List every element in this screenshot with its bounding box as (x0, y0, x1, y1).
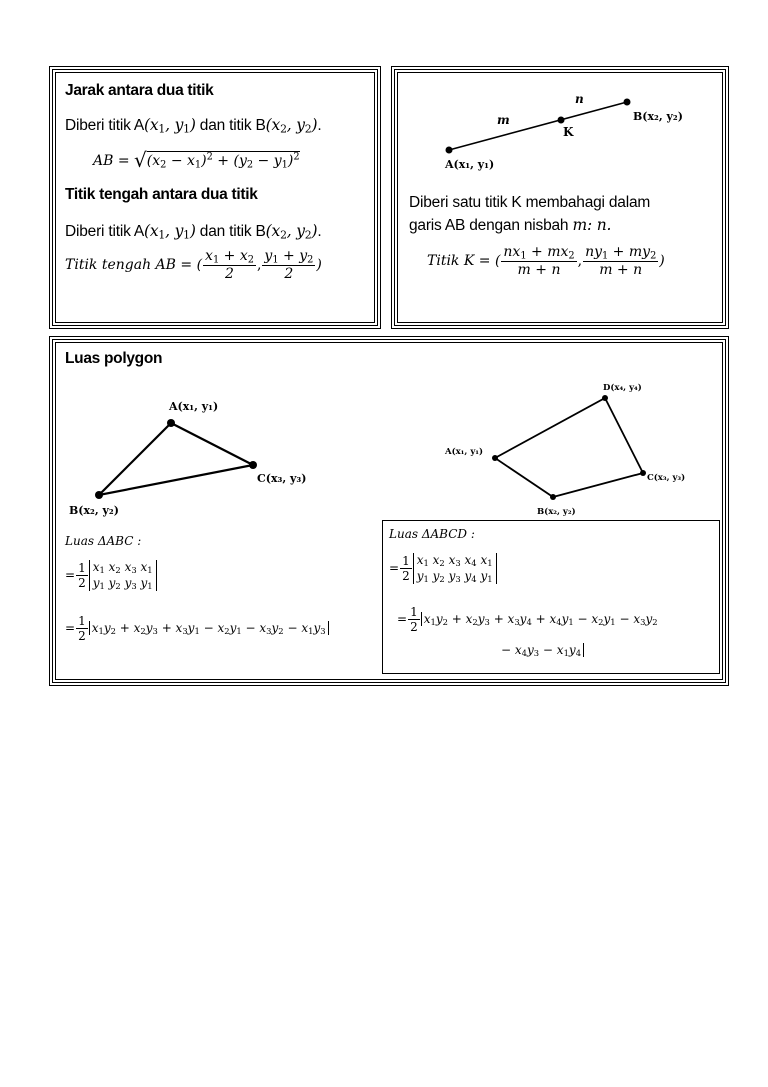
label-b: B(x₂, y₂) (633, 110, 683, 123)
triangle-label-b: B(x₂, y₂) (69, 504, 119, 517)
division-text-line1: Diberi satu titik K membahagi dalam (409, 194, 651, 211)
triangle-area-label: Luas ΔABC : (65, 534, 142, 548)
triangle-point-c (249, 461, 257, 469)
quad-expanded-formula-cont: − $x_4y_3 - x_1y_4$ (501, 643, 584, 658)
quad-label-c: C(x₃, y₃) (647, 473, 686, 483)
label-k: K (563, 125, 574, 139)
label-n: n (575, 92, 584, 106)
triangle-point-a (167, 419, 175, 427)
division-text-line2: garis AB dengan nisbah m: n. (409, 216, 612, 234)
distance-formula: AB = $√(x_2 - x_1)^2 + (y_2 - y_1)^2$ (93, 148, 300, 172)
point-b (624, 99, 631, 106)
midpoint-heading: Titik tengah antara dua titik (65, 186, 258, 203)
quad-abcd (495, 398, 643, 497)
point-k (558, 117, 565, 124)
distance-given-text: Diberi titik $A(x_1$, $y_1$) dan titik $B(x_2$, $y_2$). (65, 116, 322, 136)
quad-area-label: Luas ΔABCD : (389, 527, 475, 541)
quad-label-b: B(x₂, y₂) (537, 507, 576, 517)
distance-midpoint-panel (49, 66, 381, 329)
division-diagram (395, 70, 725, 180)
quad-label-a: A(x₁, y₁) (445, 447, 484, 457)
triangle-label-c: C(x₃, y₃) (257, 472, 307, 485)
division-panel (391, 66, 729, 329)
quad-point-a (492, 455, 498, 461)
quad-area-box (382, 520, 720, 674)
quad-expanded-formula: = $\frac{1}{2}$ $x_1y_2 + x_2y_3 + x_3y_4 + x_4y_1 - x_2y_1 - x_3y_2$ (397, 605, 658, 634)
triangle-point-b (95, 491, 103, 499)
triangle-matrix-formula: = $\frac{1}{2}$ $x_1$ $x_2$ $x_3$ $x_1$ $y_1$ $y_2$ $y_3$ $y_1$ (65, 560, 157, 591)
polygon-heading: Luas polygon (65, 350, 163, 367)
polygon-panel (49, 336, 729, 686)
segment-ab (449, 102, 627, 150)
label-m: m (497, 113, 510, 127)
triangle-expanded-formula: = $\frac{1}{2}$ $x_1y_2 + x_2y_3 + x_3y_1 - x_2y_1 - x_3y_2 - x_1y_3$ (65, 614, 329, 643)
distance-heading: Jarak antara dua titik (65, 82, 214, 99)
triangle-label-a: A(x₁, y₁) (169, 400, 219, 413)
quad-matrix-formula: = $\frac{1}{2}$ $x_1$ $x_2$ $x_3$ $x_4$ $x_1$ $y_1$ $y_2$ $y_3$ $y_4$ $y_1$ (389, 553, 497, 584)
triangle-abc (99, 423, 253, 495)
quad-point-c (640, 470, 646, 476)
quad-point-b (550, 494, 556, 500)
midpoint-formula: Titik tengah AB = ( $\frac{x_1 + x_2}{2}$ , $\frac{y_1 + y_2}{2}$ ) (65, 248, 322, 283)
division-formula: Titik K = ( $\frac{nx_1 + mx_2}{m + n}$ , $\frac{ny_1 + my_2}{m + n}$ ) (427, 244, 665, 279)
point-a (446, 147, 453, 154)
quad-point-d (602, 395, 608, 401)
label-a: A(x₁, y₁) (445, 158, 495, 171)
midpoint-given-text: Diberi titik $A(x_1$, $y_1$) dan titik $B(x_2$, $y_2$). (65, 222, 322, 242)
quad-label-d: D(x₄, y₄) (603, 383, 642, 393)
